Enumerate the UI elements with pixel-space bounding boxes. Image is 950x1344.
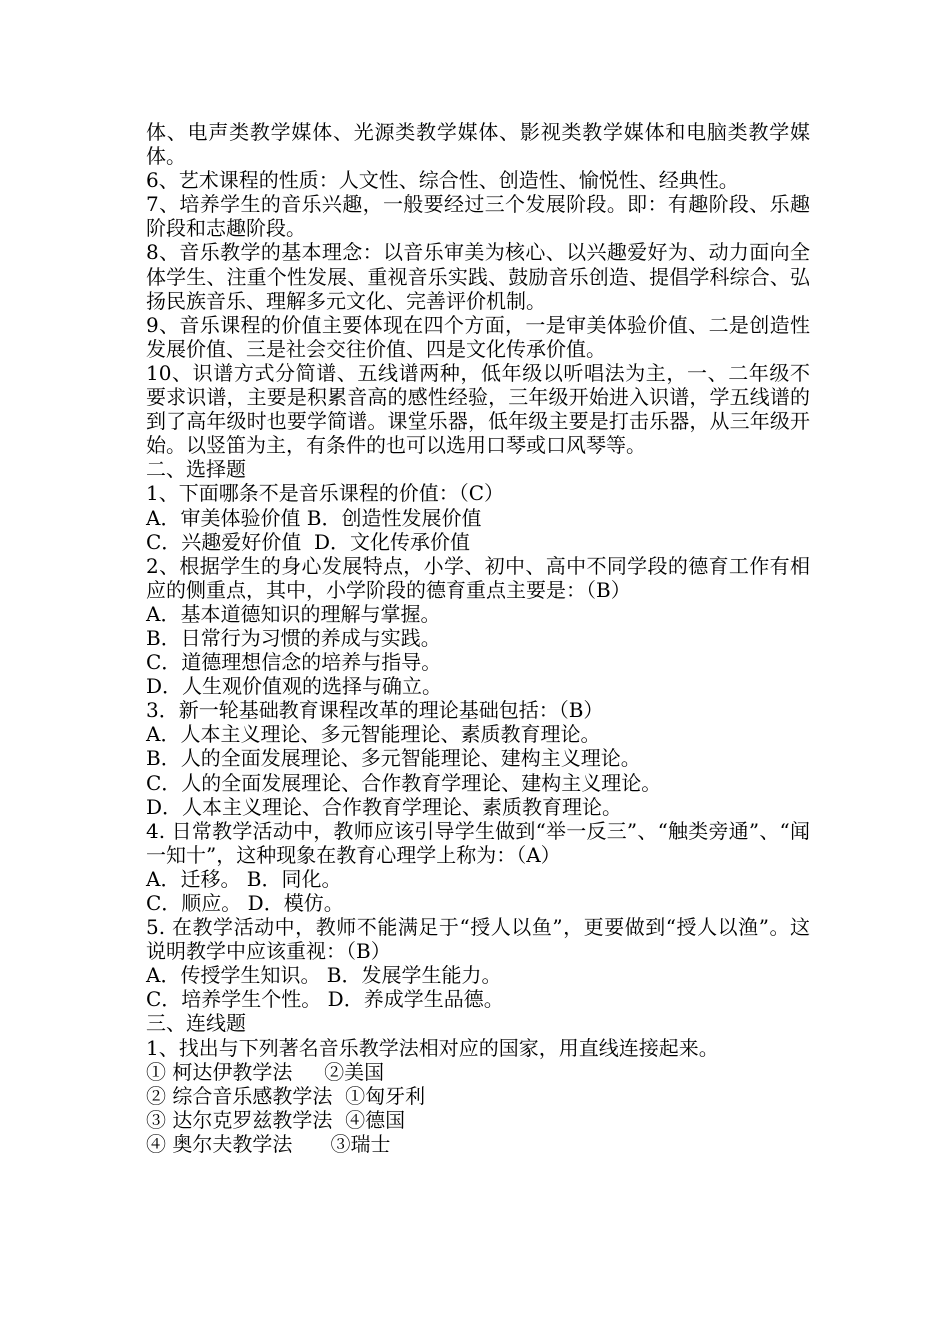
question-3-option: B．人的全面发展理论、多元智能理论、建构主义理论。 — [146, 746, 641, 771]
question-4-stem: 4. 日常教学活动中，教师应该引导学生做到“举一反三”、“触类旁通”、“闻一知十”，这种现象在教育心理学上称为：（A） — [146, 818, 810, 867]
question-3-option: D．人本主义理论、合作教育学理论、素质教育理论。 — [146, 794, 623, 819]
matching-pair-row: ③ 达尔克罗兹教学法 ④德国 — [146, 1107, 406, 1132]
matching-pair-row: ④ 奥尔夫教学法 ③瑞士 — [146, 1131, 391, 1156]
question-2-option: C．道德理想信念的培养与指导。 — [146, 650, 442, 675]
question-5-stem: 5. 在教学活动中，教师不能满足于“授人以鱼”，更要做到“授人以渔”。这说明教学中应该重视：（B） — [146, 915, 810, 964]
document-page — [146, 120, 810, 1156]
question-1-option-row: A．审美体验价值 B．创造性发展价值 — [146, 505, 482, 530]
section-heading-multiple-choice: 二、选择题 — [146, 457, 246, 482]
item-8-teaching-philosophy: 8、音乐教学的基本理念：以音乐审美为核心、以兴趣爱好为、动力面向全体学生、注重个性发展、重视音乐实践、鼓励音乐创造、提倡学科综合、弘扬民族音乐、理解多元文化、完善评价机制。 — [146, 240, 810, 313]
question-2-option: D．人生观价值观的选择与确立。 — [146, 674, 443, 699]
item-6-art-course-nature: 6、艺术课程的性质：人文性、综合性、创造性、愉悦性、经典性。 — [146, 168, 739, 193]
question-3-option: A．人本主义理论、多元智能理论、素质教育理论。 — [146, 722, 601, 747]
question-1-option-row: C．兴趣爱好价值 D．文化传承价值 — [146, 529, 471, 554]
item-7-music-interest-stages: 7、培养学生的音乐兴趣，一般要经过三个发展阶段。即：有趣阶段、乐趣阶段和志趣阶段。 — [146, 192, 810, 241]
item-10-notation-methods: 10、识谱方式分简谱、五线谱两种，低年级以听唱法为主，一、二年级不要求识谱，主要是积累音高的感性经验，三年级开始进入识谱，学五线谱的到了高年级时也要学简谱。课堂乐器，低年级主要是打击乐器，从三年级开始。以竖笛为主，有条件的也可以选用口琴或口风琴等。 — [146, 360, 810, 458]
question-5-option-row: A．传授学生知识。 B．发展学生能力。 — [146, 963, 502, 988]
matching-question-1-stem: 1、找出与下列著名音乐教学法相对应的国家，用直线连接起来。 — [146, 1035, 719, 1060]
intro-continuation: 体、电声类教学媒体、光源类教学媒体、影视类教学媒体和电脑类教学媒体。 — [146, 120, 810, 169]
question-5-option-row: C．培养学生个性。 D．养成学生品德。 — [146, 987, 504, 1012]
question-2-option: A．基本道德知识的理解与掌握。 — [146, 601, 441, 626]
question-4-option-row: C．顺应。 D．模仿。 — [146, 891, 344, 915]
matching-pair-row: ① 柯达伊教学法 ②美国 — [146, 1059, 385, 1084]
question-3-option: C．人的全面发展理论、合作教育学理论、建构主义理论。 — [146, 770, 662, 795]
question-1-stem: 1、下面哪条不是音乐课程的价值：（C） — [146, 481, 505, 506]
question-2-option: B．日常行为习惯的养成与实践。 — [146, 625, 441, 650]
item-9-course-value: 9、音乐课程的价值主要体现在四个方面，一是审美体验价值、二是创造性发展价值、三是社会交往价值、四是文化传承价值。 — [146, 312, 810, 361]
question-2-stem: 2、根据学生的身心发展特点，小学、初中、高中不同学段的德育工作有相应的侧重点，其中，小学阶段的德育重点主要是：（B） — [146, 553, 810, 602]
question-4-option-row: A．迁移。 B．同化。 — [146, 866, 342, 891]
section-heading-matching: 三、连线题 — [146, 1011, 246, 1036]
question-3-stem: 3．新一轮基础教育课程改革的理论基础包括：（B） — [146, 698, 604, 723]
matching-pair-row: ② 综合音乐感教学法 ①匈牙利 — [146, 1083, 426, 1108]
